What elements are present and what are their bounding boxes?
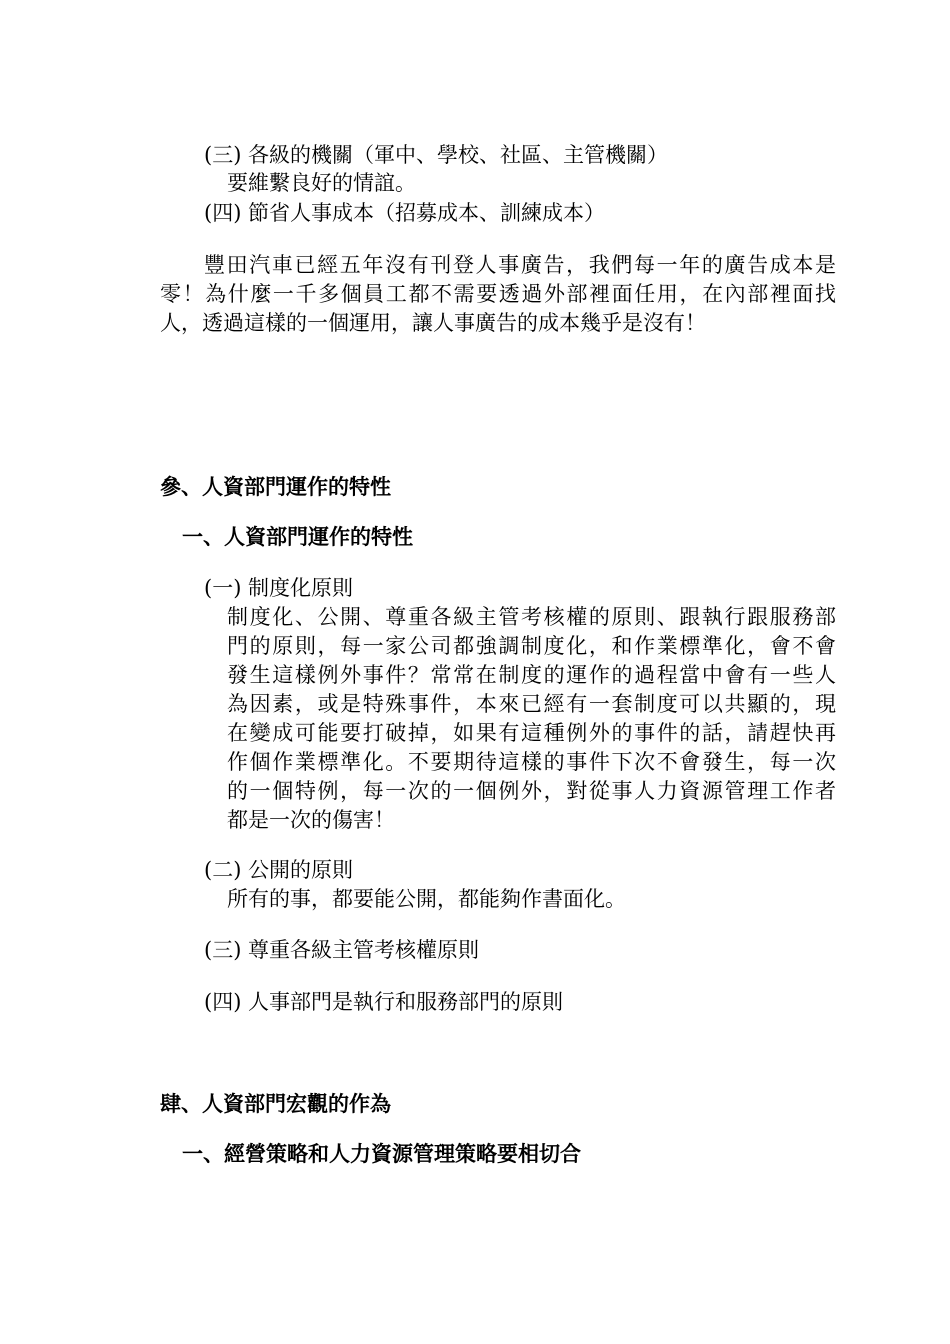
item-body-line: 門的原則，每一家公司都強調制度化，和作業標準化，會不會 bbox=[227, 634, 836, 658]
item-body-line: 在變成可能要打破掉，如果有這種例外的事件的話，請趕快再 bbox=[227, 721, 836, 745]
item-title: (二) 公開的原則 bbox=[204, 858, 354, 882]
item-title: (四) 節省人事成本（招募成本、訓練成本） bbox=[204, 201, 606, 225]
item-body-line: 為因素，或是特殊事件，本來已經有一套制度可以共顯的，現 bbox=[227, 692, 836, 716]
item-body: 要維繫良好的情誼。 bbox=[227, 171, 416, 195]
item-body-line: 所有的事，都要能公開，都能夠作書面化。 bbox=[227, 887, 626, 911]
item-title: (三) 尊重各級主管考核權原則 bbox=[204, 938, 480, 962]
section-heading: 參、人資部門運作的特性 bbox=[160, 475, 391, 499]
item-body-line: 作個作業標準化。不要期待這樣的事件下次不會發生，每一次 bbox=[227, 750, 836, 774]
subsection-heading: 一、經營策略和人力資源管理策略要相切合 bbox=[182, 1142, 581, 1166]
subsection-heading: 一、人資部門運作的特性 bbox=[182, 525, 413, 549]
item-title: (四) 人事部門是執行和服務部門的原則 bbox=[204, 990, 564, 1014]
item-body-line: 的一個特例，每一次的一個例外，對從事人力資源管理工作者 bbox=[227, 779, 836, 803]
item-title: (一) 制度化原則 bbox=[204, 576, 354, 600]
item-body-line: 制度化、公開、尊重各級主管考核權的原則、跟執行跟服務部 bbox=[227, 605, 836, 629]
item-title: (三) 各級的機關（軍中、學校、社區、主管機關） bbox=[204, 143, 669, 167]
paragraph-line: 零！為什麼一千多個員工都不需要透過外部裡面任用，在內部裡面找 bbox=[160, 282, 836, 306]
section-heading: 肆、人資部門宏觀的作為 bbox=[160, 1092, 391, 1116]
item-body-line: 發生這樣例外事件？常常在制度的運作的過程當中會有一些人 bbox=[227, 663, 836, 687]
paragraph-line: 豐田汽車已經五年沒有刊登人事廣告，我們每一年的廣告成本是 bbox=[204, 253, 836, 277]
item-body-line: 都是一次的傷害！ bbox=[227, 808, 395, 832]
paragraph-line: 人，透過這樣的一個運用，讓人事廣告的成本幾乎是沒有！ bbox=[160, 311, 706, 335]
